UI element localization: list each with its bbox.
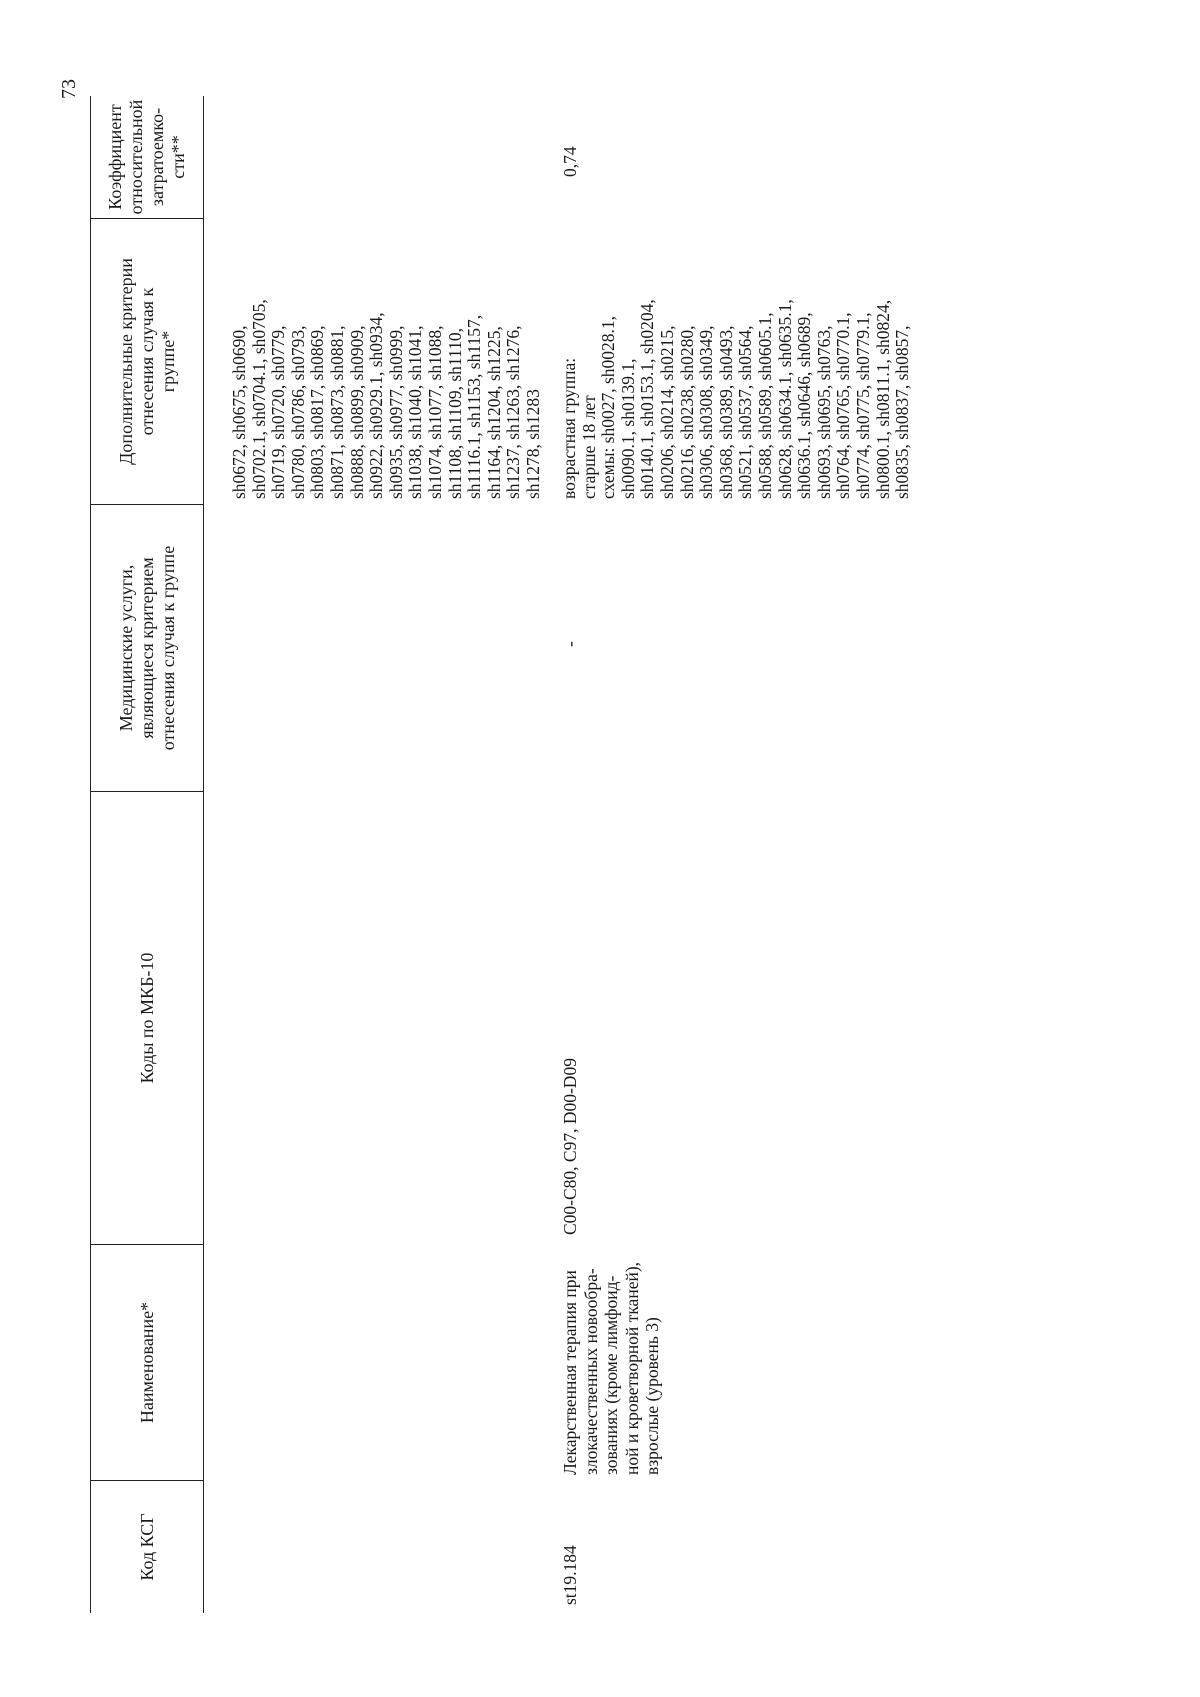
- row-mkb-codes: C00-C80, C97, D00-D09: [560, 1058, 580, 1235]
- row-extra-criteria: возрастная группа: старше 18 лет схемы: sh0027, sh0028.1, sh0090.1, sh0139.1, sh0140.1, sh0153.1, sh0204, sh0206, sh0214, sh0215, sh0216, sh0238, sh0280, sh0306, sh0308, sh0349, sh0368, sh0389, sh0493, sh0521, sh0537, sh0564, sh0588, sh0589, sh0605.1, sh0628, sh0634.1, sh0635.1, sh0636.1, sh0646, sh0689, sh0693, sh0695, sh0763, sh0764, sh0765, sh0770.1, sh0774, sh0775, sh0779.1, sh0800.1, sh0811.1, sh0824, sh0835, sh0837, sh0857,: [559, 299, 913, 499]
- page-number: 73: [58, 79, 80, 99]
- row-ksg-code: st19.184: [560, 1545, 580, 1605]
- row-coefficient: 0,74: [560, 146, 580, 177]
- continuation-codes: sh0672, sh0675, sh0690, sh0702.1, sh0704.1, sh0705, sh0719, sh0720, sh0779, sh0780, sh0786, sh0793, sh0803, sh0817, sh0869, sh0871, sh0873, sh0881, sh0888, sh0899, sh0909, sh0922, sh0929.1, sh0934, sh0935, sh0977, sh0999, sh1038, sh1040, sh1041, sh1074, sh1077, sh1088, sh1108, sh1109, sh1110, sh1116.1, sh1153, sh1157, sh1164, sh1204, sh1225, sh1237, sh1263, sh1276, sh1278, sh1283: [229, 299, 543, 499]
- row-name: Лекарственная терапия при злокачественных новообра- зованиях (кроме лимфоид- ной и кроветворной тканей), взрослые (уровень 3): [560, 1261, 662, 1475]
- header-rule-top: [90, 96, 91, 1613]
- header-ksg-code: Код КСГ: [136, 1513, 157, 1581]
- header-extra-criteria: Дополнительные критерии отнесения случая к группе*: [115, 258, 178, 465]
- header-med-services: Медицинские услуги, являющиеся критерием отнесения случая к группе: [115, 545, 178, 751]
- header-coefficient: Коэффициент относительной затратоемко- сти**: [105, 99, 188, 215]
- header-name: Наименование*: [136, 1301, 157, 1424]
- header-rule-bottom: [203, 96, 204, 1613]
- header-mkb-codes: Коды по МКБ-10: [136, 952, 157, 1084]
- row-med-services: -: [560, 641, 580, 647]
